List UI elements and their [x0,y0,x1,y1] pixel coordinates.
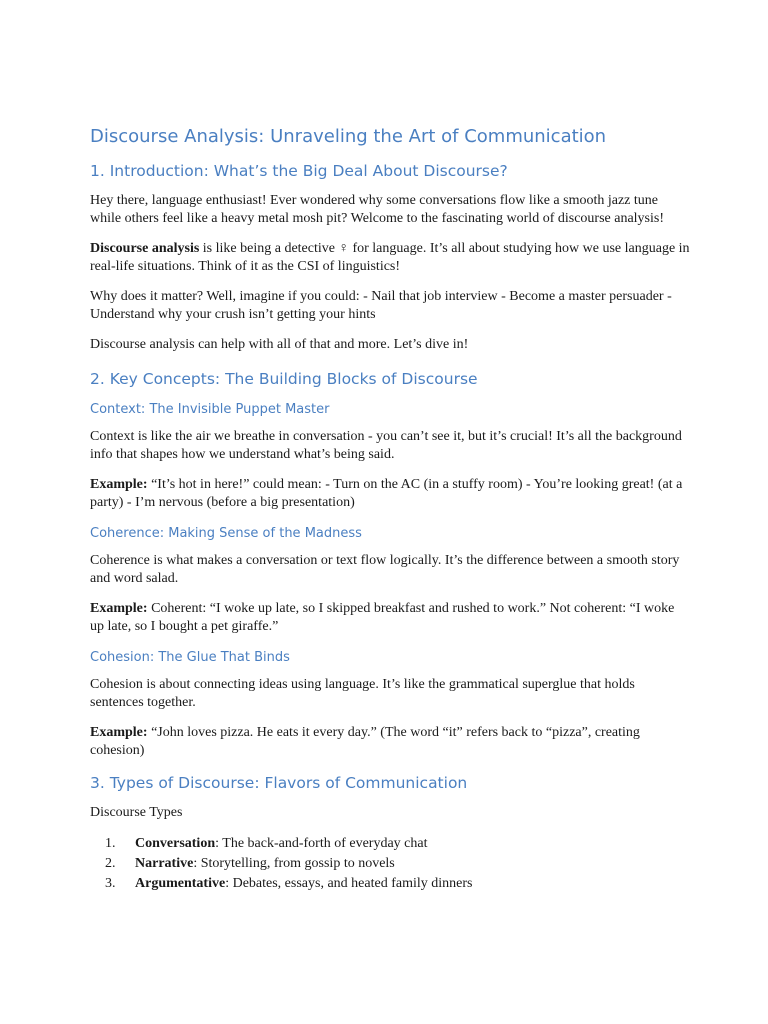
list-number: 3. [105,876,116,891]
list-desc: : Storytelling, from gossip to novels [193,856,395,871]
document-content [90,124,690,894]
subheading-cohesion: Cohesion: The Glue That Binds [90,650,290,665]
bold-term: Discourse analysis [90,241,200,256]
cohesion-paragraph: Cohesion is about connecting ideas using language. It’s like the grammatical superglue that holds sentences together. [90,677,635,710]
cohesion-example [90,724,690,760]
list-term: Narrative [135,856,194,871]
list-desc: : The back-and-forth of everyday chat [215,836,428,851]
section-heading-introduction: 1. Introduction: What’s the Big Deal About Discourse? [90,162,508,180]
discourse-types-list [90,834,690,894]
example-text: “John loves pizza. He eats it every day.” (The word “it” refers back to “pizza”, creating cohesion) [90,725,640,758]
list-item [90,854,690,874]
intro-paragraph-1: Hey there, language enthusiast! Ever wondered why some conversations flow like a smooth jazz tune while others feel like a heavy metal mosh pit? Welcome to the fascinating world of discourse analysis! [90,193,664,226]
intro-paragraph-2 [90,240,690,276]
example-label: Example: [90,477,148,492]
section-heading-key-concepts: 2. Key Concepts: The Building Blocks of Discourse [90,370,478,388]
context-paragraph: Context is like the air we breathe in conversation - you can’t see it, but it’s crucial! It’s all the background info that shapes how we understand what’s being said. [90,429,682,462]
section-heading-types: 3. Types of Discourse: Flavors of Communication [90,774,468,792]
types-intro: Discourse Types [90,805,183,820]
example-text: Coherent: “I woke up late, so I skipped breakfast and rushed to work.” Not coherent: “I woke up late, so I bought a pet giraffe.” [90,601,675,634]
list-number: 2. [105,856,116,871]
subheading-context: Context: The Invisible Puppet Master [90,402,330,417]
list-desc: : Debates, essays, and heated family dinners [225,876,473,891]
coherence-paragraph: Coherence is what makes a conversation or text flow logically. It’s the difference between a smooth story and word salad. [90,553,680,586]
paragraph-text: is like being a detective ♀ for language. It’s all about studying how we use language in real-life situations. Think of it as the CSI of linguistics! [90,241,690,274]
example-text: “It’s hot in here!” could mean: - Turn on the AC (in a stuffy room) - You’re looking great! (at a party) - I’m nervous (before a big presentation) [90,477,683,510]
list-item [90,834,690,854]
context-example [90,476,690,512]
coherence-example [90,600,690,636]
example-label: Example: [90,725,148,740]
document-title: Discourse Analysis: Unraveling the Art of Communication [90,126,607,147]
intro-paragraph-3: Why does it matter? Well, imagine if you could: - Nail that job interview - Become a master persuader - Understand why your crush isn’t getting your hints [90,289,672,322]
list-term: Argumentative [135,876,226,891]
list-term: Conversation [135,836,216,851]
subheading-coherence: Coherence: Making Sense of the Madness [90,526,362,541]
list-item [90,874,690,894]
example-label: Example: [90,601,148,616]
list-number: 1. [105,836,116,851]
intro-paragraph-4: Discourse analysis can help with all of that and more. Let’s dive in! [90,337,469,352]
